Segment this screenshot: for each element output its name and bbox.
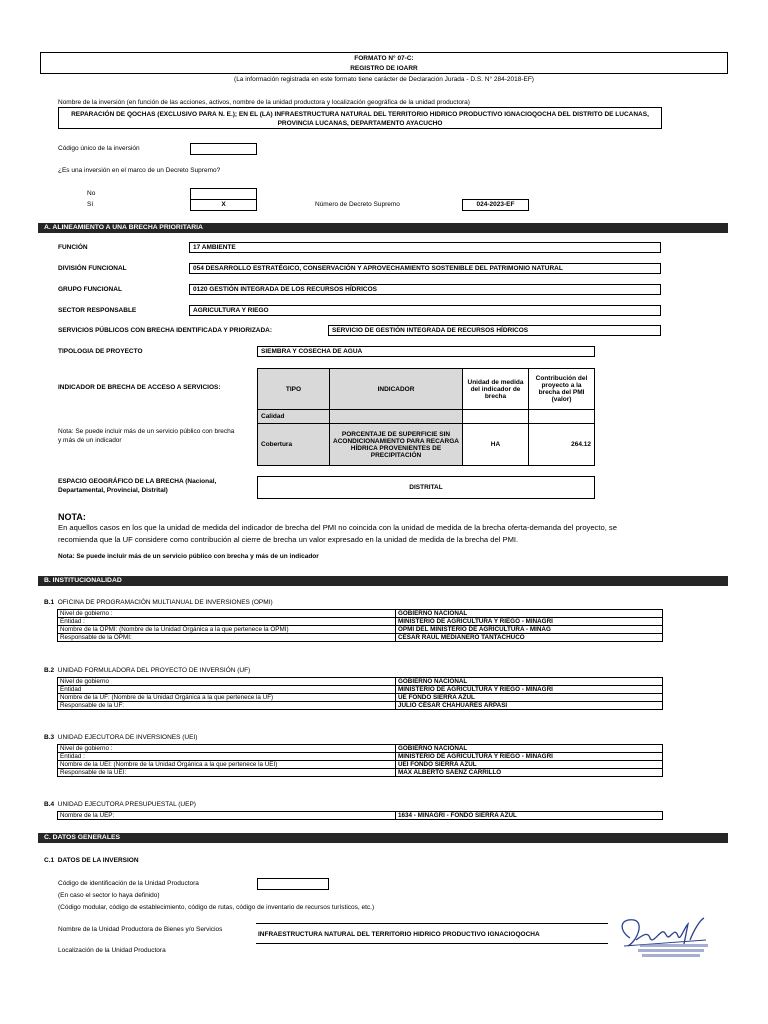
table-calidad-indicador	[329, 409, 463, 424]
table-cobertura-tipo: Cobertura	[257, 423, 330, 466]
tipologia-field: SIEMBRA Y COSECHA DE AGUA	[257, 346, 595, 357]
codigo-unico-label: Código único de la inversión	[58, 145, 140, 152]
espacio-label-line2: Departamental, Provincial, Distrital)	[58, 487, 168, 494]
decreto-si-field[interactable]: X	[190, 199, 257, 211]
indicador-label: INDICADOR DE BRECHA DE ACCESO A SERVICIOS:	[58, 384, 221, 391]
table-row: Nombre de la UEP: 1634 - MINAGRI - FONDO SIERRA AZUL	[58, 812, 663, 820]
table-calidad-valor	[528, 409, 595, 424]
decreto-si-label: Sí	[87, 201, 94, 208]
b2-heading: B.2 UNIDAD FORMULADORA DEL PROYECTO DE INVERSIÓN (UF)	[44, 667, 251, 674]
grupo-field: 0120 GESTIÓN INTEGRADA DE LOS RECURSOS HÍDRICOS	[189, 284, 661, 295]
codigo-unico-field[interactable]	[190, 143, 257, 155]
nombre-inversion-field	[58, 107, 662, 129]
nombre-inversion-label: Nombre de la inversión (en función de las acciones, activos, nombre de la unidad productora y localización geográfica de la unidad productora)	[58, 99, 470, 106]
table-row: Nivel de gobierno : GOBIERNO NACIONAL	[58, 745, 663, 753]
table-cobertura-indicador: PORCENTAJE DE SUPERFICIE SIN ACONDICIONAMIENTO PARA RECARGA HÍDRICA PROVENIENTES DE PRECIPITACIÓN	[329, 423, 463, 466]
division-field: 054 DESARROLLO ESTRATÉGICO, CONSERVACIÓN Y APROVECHAMIENTO SOSTENIBLE DEL PATRIMONIO NATURAL	[189, 263, 661, 274]
section-c-header: C. DATOS GENERALES	[38, 833, 728, 843]
b3-heading: B.3 UNIDAD EJECUTORA DE INVERSIONES (UEI)	[44, 734, 198, 741]
signature-icon	[610, 910, 715, 965]
servicios-label: SERVICIOS PÚBLICOS CON BRECHA IDENTIFICADA Y PRIORIZADA:	[58, 327, 273, 334]
table-row: Nombre de la UF: (Nombre de la Unidad Orgánica a la que pertenece la UF) UE FONDO SIERRA AZUL	[58, 694, 663, 702]
codigo-up-line2: (En caso el sector lo haya definido)	[58, 892, 160, 899]
table-row: Nombre de la UEI: (Nombre de la Unidad Orgánica a la que pertenece la UEI) UEI FONDO SIERRA AZUL	[58, 761, 663, 769]
nota-servicio-line2: y más de un indicador	[58, 437, 122, 444]
table-calidad-tipo: Calidad	[257, 409, 330, 424]
nombre-up-value: INFRAESTRUCTURA NATURAL DEL TERRITORIO HIDRICO PRODUCTIVO IGNACIOQOCHA	[258, 931, 540, 938]
b3-table	[57, 744, 663, 777]
decreto-numero-label: Número de Decreto Supremo	[315, 201, 400, 208]
b1-table	[57, 609, 663, 642]
table-header-indicador: INDICADOR	[329, 368, 463, 410]
tipologia-label: TIPOLOGIA DE PROYECTO	[58, 348, 143, 355]
formato-number: FORMATO N° 07-C:	[354, 55, 414, 62]
nombre-up-label: Nombre de la Unidad Productora de Bienes y/o Servicios	[58, 926, 223, 933]
table-row: Responsable de la OPMI: CESAR RAUL MEDIANERO TANTACHUCO	[58, 634, 663, 642]
section-b-header: B. INSTITUCIONALIDAD	[38, 576, 728, 586]
c1-heading: C.1 DATOS DE LA INVERSION	[44, 857, 139, 864]
table-calidad-unidad	[462, 409, 529, 424]
sector-field: AGRICULTURA Y RIEGO	[189, 305, 661, 316]
table-header-tipo: TIPO	[257, 368, 330, 410]
decreto-question: ¿Es una inversión en el marco de un Decreto Supremo?	[58, 167, 221, 174]
b1-heading: B.1 OFICINA DE PROGRAMACIÓN MULTIANUAL DE INVERSIONES (OPMI)	[44, 599, 273, 606]
table-row: Responsable de la UEI: MAX ALBERTO SAENZ CARRILLO	[58, 769, 663, 777]
espacio-label-line1: ESPACIO GEOGRÁFICO DE LA BRECHA (Nacional,	[58, 478, 217, 485]
table-cobertura-unidad: HA	[462, 423, 529, 466]
nombre-inversion-line2: PROVINCIA LUCANAS, DEPARTAMENTO AYACUCHO	[277, 120, 443, 127]
b4-heading: B.4 UNIDAD EJECUTORA PRESUPUESTAL (UEP)	[44, 801, 196, 808]
nota-servicio-line1: Nota: Se puede incluir más de un servicio público con brecha	[58, 428, 235, 435]
grupo-label: GRUPO FUNCIONAL	[58, 286, 122, 293]
nombre-up-underline-top	[256, 923, 608, 924]
table-cobertura-valor: 264.12	[528, 423, 595, 466]
nota-line1: En aquellos casos en los que la unidad de medida del indicador de brecha del PMI no coincida con la unidad de medida de la brecha oferta-demanda del proyecto, se	[58, 523, 617, 532]
nota-line2: recomienda que la UF considere como contribución al cierre de brecha un valor expresado en la unidad de medida de la brecha del PMI.	[58, 535, 519, 544]
nota-bold: Nota: Se puede incluir más de un servicio público con brecha y más de un indicador	[58, 553, 319, 560]
decreto-no-label: No	[87, 190, 96, 197]
table-row: Nivel de gobierno : GOBIERNO NACIONAL	[58, 610, 663, 618]
b4-table	[57, 811, 663, 820]
form-header	[40, 52, 728, 74]
codigo-up-line3: (Código modular, código de establecimiento, código de rutas, código de inventario de recursos turísticos, etc.)	[58, 904, 375, 911]
funcion-label: FUNCIÓN	[58, 244, 88, 251]
nombre-up-underline-bottom	[256, 943, 608, 944]
nota-title: NOTA:	[58, 512, 86, 522]
espacio-field: DISTRITAL	[257, 476, 595, 499]
servicios-field: SERVICIO DE GESTIÓN INTEGRADA DE RECURSOS HÍDRICOS	[328, 325, 661, 336]
table-row: Responsable de la UF: JULIO CÉSAR CHAHUARES ARPASI	[58, 702, 663, 710]
table-row: Entidad : MINISTERIO DE AGRICULTURA Y RIEGO - MINAGRI	[58, 753, 663, 761]
decreto-numero-field[interactable]: 024-2023-EF	[462, 199, 529, 211]
declaracion-note: (La información registrada en este formato tiene carácter de Declaración Jurada - D.S. N° 284-2018-EF)	[234, 76, 534, 83]
nombre-inversion-line1: REPARACIÓN DE QOCHAS (EXCLUSIVO PARA N. E.); EN EL (LA) INFRAESTRUCTURA NATURAL DEL TERRITORIO HIDRICO PRODUCTIVO IGNACIOQOCHA DEL DISTRITO DE LUCANAS,	[71, 111, 649, 118]
codigo-up-field[interactable]	[257, 878, 329, 890]
section-a-header: A. ALINEAMIENTO A UNA BRECHA PRIORITARIA	[38, 223, 728, 233]
table-row: Nombre de la OPMI: (Nombre de la Unidad Orgánica a la que pertenece la OPMI) OPMI DEL MINISTERIO DE AGRICULTURA - MINAG	[58, 626, 663, 634]
table-row: Entidad MINISTERIO DE AGRICULTURA Y RIEGO - MINAGRI	[58, 686, 663, 694]
localizacion-label: Localización de la Unidad Productora	[58, 947, 166, 954]
b2-table	[57, 677, 663, 710]
table-header-unidad: Unidad de medida del indicador de brecha	[462, 368, 529, 410]
division-label: DIVISIÓN FUNCIONAL	[58, 265, 127, 272]
codigo-up-line1: Código de identificación de la Unidad Productora	[58, 880, 199, 887]
table-row: Nivel de gobierno GOBIERNO NACIONAL	[58, 678, 663, 686]
sector-label: SECTOR RESPONSABLE	[58, 307, 137, 314]
table-row: Entidad : MINISTERIO DE AGRICULTURA Y RIEGO - MINAGRI	[58, 618, 663, 626]
funcion-field: 17 AMBIENTE	[189, 242, 661, 253]
table-header-contribucion: Contribución del proyecto a la brecha del PMI (valor)	[528, 368, 595, 410]
registro-title: REGISTRO DE IOARR	[350, 65, 418, 72]
